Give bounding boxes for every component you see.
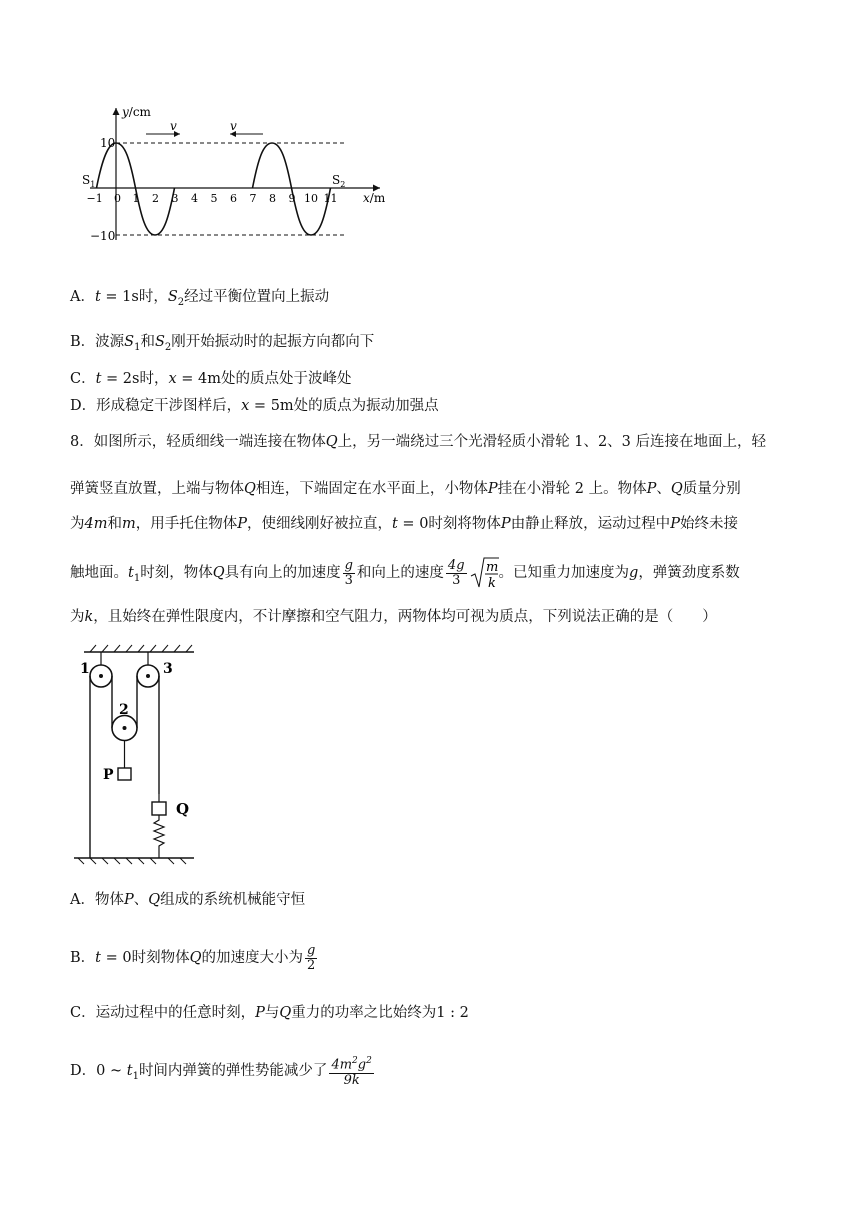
velocity-label-2: v xyxy=(230,119,237,133)
label-pulley-3: 3 xyxy=(163,661,173,677)
q8-stem-line5: 为k，且始终在弹性限度内，不计摩擦和空气阻力，两物体均可视为质点，下列说法正确的是（ ） xyxy=(70,609,717,625)
x-tick-label: 6 xyxy=(230,192,237,205)
svg-text:m: m xyxy=(485,560,498,575)
fraction-energy: $\frac{4m^2g^2}{9k}$ xyxy=(331,1056,372,1088)
x-tick-label: 11 xyxy=(323,192,338,205)
velocity-label-1: v xyxy=(170,119,177,133)
sqrt-m-over-k xyxy=(469,556,499,590)
q8-stem-line3: 为4m和m，用手托住物体P，使细线刚好被拉直，t = 0时刻将物体P由静止释放，运动过程中P始终未接 xyxy=(70,516,738,532)
source-s2-label: $S_2$ xyxy=(332,173,346,189)
q8-stem-line4: 触地面。$t_1$时刻，物体Q具有向上的加速度 $\frac{g}{3}$ 和向上的速度 $\frac{4g}{3}$ m k 。已知重力加速度为g，弹簧劲度系数 xyxy=(70,557,740,590)
q7-option-a: A．t = 1s时，$S_2$经过平衡位置向上振动 xyxy=(70,289,330,308)
q8-stem-line2: 弹簧竖直放置，上端与物体Q相连，下端固定在水平面上，小物体P挂在小滑轮 2 上。物体P、Q质量分别 xyxy=(70,481,741,497)
label-q: Q xyxy=(176,800,190,818)
wave-s2 xyxy=(253,143,331,235)
spring xyxy=(154,815,164,858)
x-tick-label: 7 xyxy=(249,192,257,205)
label-pulley-2: 2 xyxy=(119,702,129,718)
label-p: P xyxy=(103,767,114,783)
fraction-g-over-3: $\frac{g}{3}$ xyxy=(344,557,353,588)
block-p xyxy=(118,768,131,780)
x-tick-label: 1 xyxy=(132,192,140,205)
block-q xyxy=(152,802,166,815)
ground-hatch xyxy=(78,858,186,864)
ceiling-hatch xyxy=(90,645,192,652)
fraction-4g-over-3: $\frac{4g}{3}$ xyxy=(447,557,465,588)
q8-stem-line1: 8．如图所示，轻质细线一端连接在物体Q上，另一端绕过三个光滑轻质小滑轮 1、2、3 后连接在地面上，轻 xyxy=(70,434,767,450)
wave-figure xyxy=(80,100,400,250)
y-tick-10: 10 xyxy=(100,136,116,150)
x-tick-label: 8 xyxy=(269,192,276,205)
q7-option-d: D．形成稳定干涉图样后，x = 5m处的质点为振动加强点 xyxy=(70,398,439,414)
x-tick-label: 2 xyxy=(152,192,159,205)
wave-s1 xyxy=(97,143,175,235)
y-axis-label: y/cm xyxy=(122,105,151,119)
x-tick-label: 3 xyxy=(171,192,179,205)
source-s1-label: $S_1$ xyxy=(82,173,96,189)
label-pulley-1: 1 xyxy=(80,661,90,677)
y-tick-neg10: −10 xyxy=(90,229,116,243)
x-tick-label: 5 xyxy=(210,192,218,205)
x-tick-labels xyxy=(87,192,338,205)
q8-option-b: B．t = 0时刻物体Q的加速度大小为 $\frac{g}{2}$ xyxy=(70,942,316,973)
x-tick-label: 0 xyxy=(114,192,121,205)
x-tick-label: 9 xyxy=(288,192,296,205)
x-tick-label: 4 xyxy=(191,192,198,205)
pulley-figure xyxy=(72,644,202,866)
q7-option-b: B．波源$S_1$和$S_2$刚开始振动时的起振方向都向下 xyxy=(70,334,375,353)
x-axis-label: x/m xyxy=(363,191,386,205)
x-tick-label: −1 xyxy=(86,192,103,205)
fraction-g-over-2: $\frac{g}{2}$ xyxy=(306,942,316,973)
q8-option-d: D．0 ~ $t_1$时间内弹簧的弹性势能减少了 $\frac{4m^2g^2}{9k}$ xyxy=(70,1056,372,1088)
svg-text:k: k xyxy=(487,576,496,590)
q8-option-a: A．物体P、Q组成的系统机械能守恒 xyxy=(70,892,306,908)
x-tick-label: 10 xyxy=(304,192,318,205)
q8-option-c: C．运动过程中的任意时刻，P与Q重力的功率之比始终为1 : 2 xyxy=(70,1005,469,1021)
q7-option-c: C．t = 2s时，x = 4m处的质点处于波峰处 xyxy=(70,371,352,387)
